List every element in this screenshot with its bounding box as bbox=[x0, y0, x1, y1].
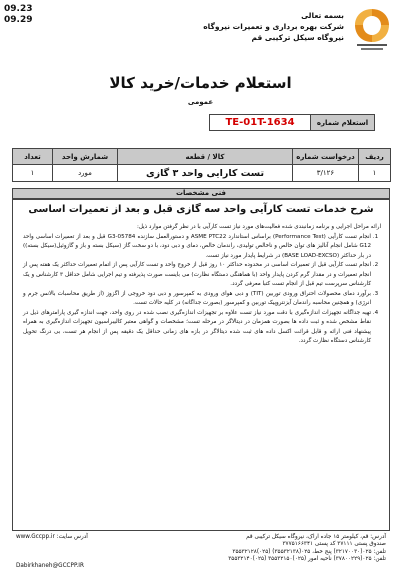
specs-item-4: 4. تهیه جداگانه تجهیزات اندازه‌گیری با دقت مورد نیاز تست علاوه بر تجهیزات اندازه‌گیری نصب شده در روی واحد، جهت اندازه گیری پارامترهای ذیل در نقاط مشخص شده و ثبت داده ها بصورت همزمان در دیتالاگر در مرحله تست؛ مشخصات و گواهی معتبر کالیبراسیون تجهیزات اندازه‌گیری به همراه پیشنهاد فنی ارائه و قابل قرائت اکسل داده های ثبت شده دیتالاگر در بازه های زمانی حداقل یک دقیقه پس از انجام هر تست، بی درنگ تحویل کارشناس دستگاه نظارت گردد. bbox=[23, 309, 371, 347]
cell-unit: مورد bbox=[53, 165, 118, 182]
specs-box bbox=[12, 199, 390, 531]
col-header-quantity: تعداد bbox=[13, 149, 53, 165]
footer-phones: تلفن: ۰۲۵(۳۲۱۷۰۰۳۰) پنج خط، ۰۲۵(۳۵۵۳۲۱۳۸) (۰۲۵)۳۵۵۳۲۱۲۸ bbox=[232, 548, 386, 555]
cell-item-description: تست کارایی واحد ۳ گازی bbox=[118, 165, 293, 182]
specs-intro: ارائه مراحل اجرایی و برنامه زمانبندی شده فعالیت‌های مورد نیاز تست کارآیی با در نظر گرفتن موارد ذیل: bbox=[136, 224, 381, 230]
plant-name: نیروگاه سیکل ترکیبی قم bbox=[251, 33, 344, 42]
inquiry-number: TE-01T-1634 bbox=[225, 117, 295, 128]
date-line-1: 09.23 bbox=[4, 4, 33, 14]
table-header-row bbox=[13, 149, 391, 165]
website-link[interactable]: www.Gccpp.ir bbox=[16, 534, 55, 540]
inquiry-label: استعلام شماره bbox=[310, 115, 374, 130]
specs-section-label: فنی مشخصات bbox=[12, 188, 390, 199]
specs-heading: شرح خدمات تست کارآیی واحد سه گازی قبل و بعد از تعمیرات اساسی bbox=[28, 204, 374, 215]
basmala: بسمه تعالی bbox=[301, 11, 344, 20]
specs-list bbox=[23, 233, 381, 347]
company-logo-icon bbox=[351, 6, 393, 52]
specs-item-2: 2. انجام تست کارآیی قبل از تعمیرات اساسی در محدوده حداکثر ۱۰ روز قبل از خروج واحد و تست کارآیی پس از اتمام تعمیرات حداکثر یک هفته پس از انجام تعمیرات و در مقدار گرم کردن پایدار واحد (با هماهنگی دستگاه نظارت) می بایست صورت پذیرفته و تیم اجرایی شامل حداقل ۳ کارشناس و یک کارشناس سرپرست تیم قبل از انجام تست کتبا معرفی گردد. bbox=[23, 261, 371, 290]
footer-fax: تلفن: ۰۲۵(۳۷۸۰۰۲۲۹) ناحیه امور (۰۲۵)۳۵۵۳۲۱۵۰ (۰۲۵)۳۵۵۳۲۱۴۰ bbox=[228, 555, 386, 562]
print-date bbox=[4, 4, 32, 26]
footer bbox=[12, 532, 390, 574]
specs-item-1: 1. انجام تست کارآیی (Performance Test) براساس استاندارد ASME PTC22 و دستورالعمل سازنده G3-05784 قبل و بعد از تعمیرات اساسی واحد G12 شامل انجام آنالیز های توان خالص و ناخالص تولیدی، راندمان خالص، دمای و دبی دود، با دو سخت گاز (سیکل بسته و باز و گازوئیل(سیکل بسته)) در بار حداکثر (BASE LOAD-EXCSO) در شرایط پایدار مورد نیاز تست. bbox=[23, 233, 371, 262]
document-page bbox=[4, 4, 397, 572]
date-line-2: 09.29 bbox=[4, 15, 33, 25]
table-row bbox=[13, 165, 391, 182]
footer-postal: صندوق پستی ۳۷۱۱۱ کد پستی ۳۷۷۵۱۶۶۳۴۱ bbox=[282, 541, 386, 548]
letterhead bbox=[84, 10, 344, 43]
company-name: شرکت بهره برداری و تعمیرات نیروگاه bbox=[203, 22, 344, 31]
specs-item-3: 3. برآورد دمای محصولات احتراق ورودی توربین (TIT) و دبی هوای ورودی به کمپرسور و دبی دود خروجی از اگزوز (از طریق محاسبات بالانس جرم و انرژی) و همچنین محاسبه راندمان آیزنتروپیک توربین و کمپرسور (بصورت جداگانه) در کلیه حالات تست. bbox=[23, 290, 371, 309]
col-header-item: کالا / قطعه bbox=[118, 149, 293, 165]
email-line bbox=[16, 563, 84, 570]
inquiry-number-box bbox=[209, 114, 375, 131]
specs-body bbox=[23, 223, 381, 347]
document-subtitle: عمومی bbox=[187, 98, 214, 106]
col-header-row-number: ردیف bbox=[359, 149, 391, 165]
email-link[interactable]: Dabirkhaneh@GCCPP.IR bbox=[16, 563, 84, 569]
website-prefix: آدرس سایت: bbox=[54, 534, 88, 540]
cell-row-number: ۱ bbox=[359, 165, 391, 182]
footer-contact bbox=[146, 534, 386, 563]
footer-address: آدرس: قم، کیلومتر ۱۵ جاده اراک، نیروگاه سیکل ترکیبی قم bbox=[246, 534, 386, 540]
items-table bbox=[12, 148, 390, 182]
document-title: استعلام خدمات/خرید کالا bbox=[109, 74, 292, 92]
cell-request-number: ۳/۱۲۶ bbox=[293, 165, 359, 182]
col-header-unit: شمارش واحد bbox=[53, 149, 118, 165]
col-header-request-number: درخواست شماره bbox=[293, 149, 359, 165]
footer-web bbox=[16, 534, 136, 541]
cell-quantity: ۱ bbox=[13, 165, 53, 182]
